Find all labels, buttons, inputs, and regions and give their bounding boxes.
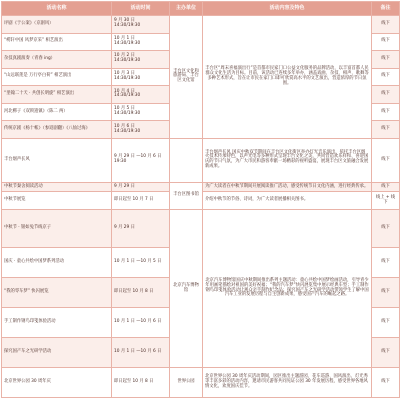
header-content: 活动内容及特色 bbox=[203, 2, 372, 16]
event-time: 10 月 1 日 —10 月 6 日 bbox=[112, 338, 170, 368]
event-note: 线下 bbox=[372, 182, 400, 192]
event-note: 线下 bbox=[372, 138, 400, 182]
header-organizer: 主办单位 bbox=[170, 2, 203, 16]
table-row bbox=[2, 16, 400, 34]
event-organizer: 丰台区文化和旅游局、丰台区文化馆 bbox=[170, 16, 203, 139]
header-activity-name: 活动名称 bbox=[2, 2, 112, 16]
event-note: 线下 bbox=[372, 121, 400, 139]
event-time: 10 月 1 日 —10 月 6 日 bbox=[112, 308, 170, 338]
event-name: 手工制作钢鸟印笺体验活动 bbox=[2, 308, 112, 338]
header-note: 备注 bbox=[372, 2, 400, 16]
event-note: 线下 bbox=[372, 103, 400, 121]
event-time: 10 月 1 日 14:30/19:30 bbox=[112, 33, 170, 51]
event-name: 传统京剧《杨十帐》（参返剧翻）《八仙过海》 bbox=[2, 121, 112, 139]
table-row bbox=[2, 182, 400, 192]
event-organizer bbox=[170, 138, 203, 182]
events-table bbox=[1, 1, 400, 398]
event-time: 9 月 29 日 bbox=[112, 182, 170, 192]
event-description: 北京世界公园 30 周年庆活动期间，园区推出主题游园、花车巡游、国风演出、灯光秀等丰富多彩的活动内容，邀请市民游客共同见证公园 30 年发展历程，感受世界各地风情文化，欢度国庆佳节。 bbox=[203, 368, 372, 398]
event-name: 评剧《于公案》（京剧风） bbox=[2, 16, 112, 34]
event-description: 介绍中秋节的节俗、诗词，为广大读者展播相关图书。 bbox=[203, 192, 372, 210]
event-description: 丰台烟声长风 国庆中秋双节期间在丰台区文化街区举办灯光音乐演出，依托丰台区烟火技术传承特色，以声光电等多种形式呈现丰台文化之美，共同营造欢乐祥和、喜迎国庆的节日气氛，为广大市民和游客奉献一场精彩的视听盛宴，展现丰台区文旅融合发展新成果。 bbox=[203, 138, 372, 182]
event-organizer: 北京汽车博物馆 bbox=[170, 210, 203, 368]
event-note: 线下 bbox=[372, 248, 400, 278]
event-time: 即日起至 10 月 8 日 bbox=[112, 278, 170, 308]
event-name: 中秋节展览 bbox=[2, 192, 112, 210]
event-time: 9 月 29 日 —10 月 6 日 19:30 bbox=[112, 138, 170, 182]
event-note: 线下 bbox=[372, 368, 400, 398]
event-note: 线下 bbox=[372, 68, 400, 86]
event-name: 河北梆子《双锁遗镇》（陈二 两） bbox=[2, 103, 112, 121]
table-row bbox=[2, 138, 400, 182]
event-name: 中秋节秦舍阅读活动 bbox=[2, 182, 112, 192]
table-row bbox=[2, 210, 400, 248]
event-name: “崂轩中国 风梦京采” 相艺演出 bbox=[2, 33, 112, 51]
event-time: 10 月 3 日 14:30/19:30 bbox=[112, 68, 170, 86]
event-time: 10 月 2 日 14:30/19:30 bbox=[112, 51, 170, 69]
event-description: 北京汽车博物馆国庆中秋期间推出系列主题活动：童心共绘中国梦绘画活动，引导青少年用画笔描绘对祖国的美好祝福；“我的汽车梦”快闪展览集中展示经典车型；手工制作钢鸟印笺体验活动让观众亲手制作纪念品；探究国产车之光研学活动带领学生了解中国汽车工业的发展历程与自主创新成果，感受国产汽车的崛起之路。 bbox=[203, 210, 372, 368]
event-name: 中秋节 · 银如兔节线京子 bbox=[2, 210, 112, 248]
event-description: 为广大读者在中秋节期间开展阅读推广活动，感受传统节日文化内涵，进行经典传承。 bbox=[203, 182, 372, 192]
event-name: 丰台烟声长风 bbox=[2, 138, 112, 182]
event-organizer: 世界公园 bbox=[170, 368, 203, 398]
event-time: 即日起至 10 月 8 日 bbox=[112, 368, 170, 398]
event-name: “我的零车梦” 快闪展览 bbox=[2, 278, 112, 308]
event-time: 10 月 6 日 14:30/19:30 bbox=[112, 121, 170, 139]
event-name: 国庆 · 童心共绘中国梦系列活动 bbox=[2, 248, 112, 278]
event-organizer: 丰台区图书馆 bbox=[170, 182, 203, 209]
event-time: 即日起至 10 月 7 日 bbox=[112, 192, 170, 210]
event-note: 线上 + 线下 bbox=[372, 192, 400, 210]
event-name: “里翰二十天 · 共创长明旋” 相艺演出 bbox=[2, 86, 112, 104]
event-time: 9 月 30 日 14:30/19:30 bbox=[112, 16, 170, 34]
event-description: 丰台区“周末喜福演出行”是首都市民家门口公益文化服务的品牌活动，以丰富首都人民群众文化生活为目标。目前，该活动已连续多年举办，涵盖戏曲、杂技、相声、歌舞等多种艺术形式，旨在让市民在家门口即可欣赏高水平的文艺演出，营造浓厚的节日氛围。 bbox=[203, 16, 372, 139]
event-name: 探究国产车之光研学活动 bbox=[2, 338, 112, 368]
event-note: 线下 bbox=[372, 86, 400, 104]
event-time: 9 月 29 日 bbox=[112, 210, 170, 248]
event-time: 10 月 5 日 14:30/19:30 bbox=[112, 103, 170, 121]
event-time: 10 月 4 日 14:30/19:30 bbox=[112, 86, 170, 104]
event-name: “山远联莲是 万行亭白荷” 相艺演出 bbox=[2, 68, 112, 86]
event-note: 线下 bbox=[372, 51, 400, 69]
event-name: 北京世界公园 30 周年庆 bbox=[2, 368, 112, 398]
event-note: 线下 bbox=[372, 278, 400, 308]
header-activity-time: 活动时间 bbox=[112, 2, 170, 16]
event-note: 线下 bbox=[372, 308, 400, 338]
event-note: 线下 bbox=[372, 33, 400, 51]
event-note: 线下 bbox=[372, 338, 400, 368]
event-name: 杂技真剧演奏（青春 ing） bbox=[2, 51, 112, 69]
event-time: 10 月 1 日 —10 月 5 日 bbox=[112, 248, 170, 278]
table-row bbox=[2, 368, 400, 398]
table-header-row bbox=[2, 2, 400, 16]
event-note: 线下 bbox=[372, 16, 400, 34]
event-note: 线下 bbox=[372, 210, 400, 248]
